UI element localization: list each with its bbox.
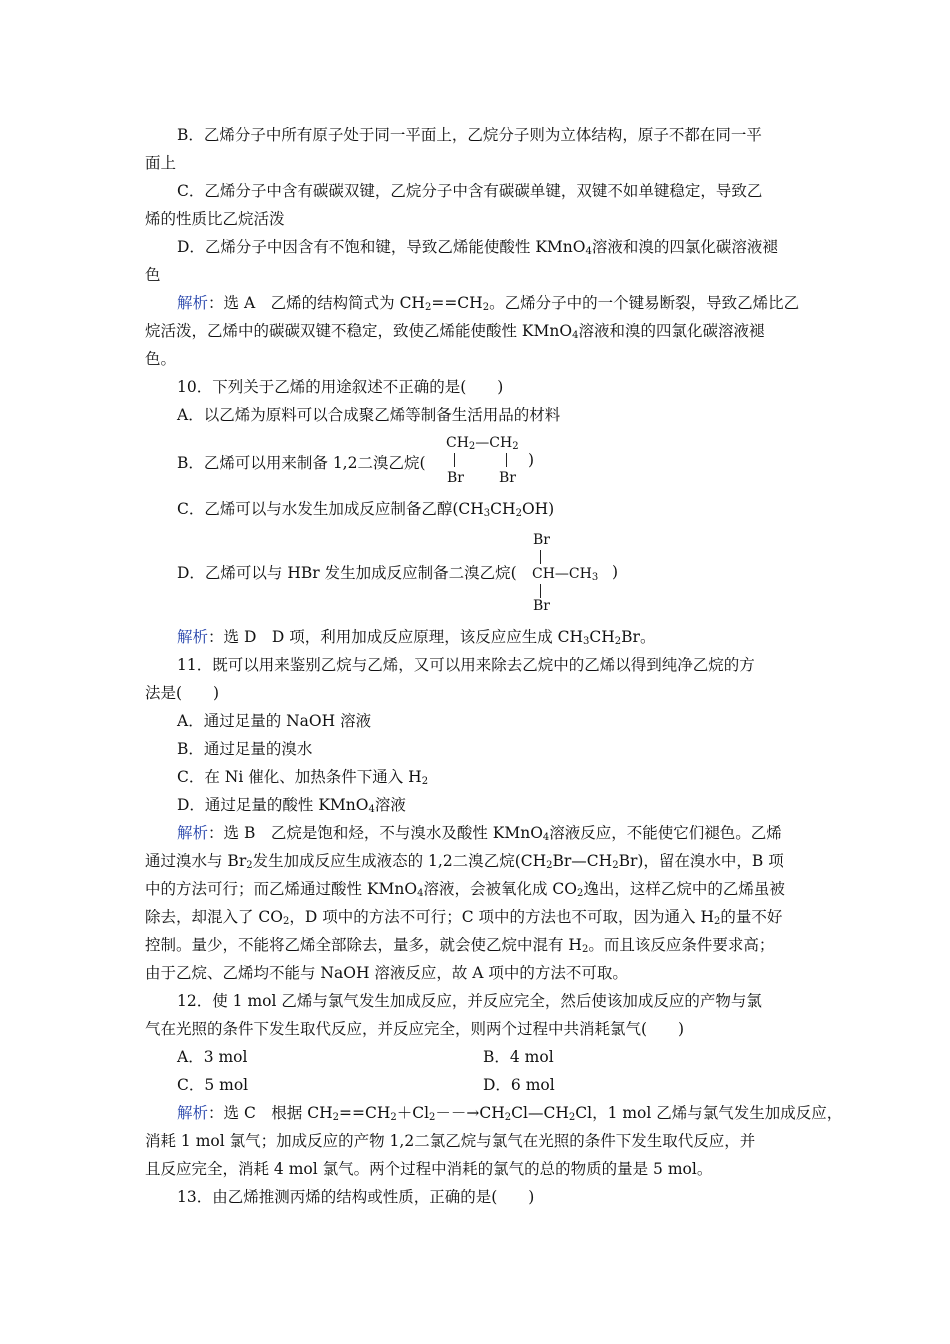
structure-top-chain: $CH_2—CH_2$: [446, 435, 519, 452]
bond-line-top: [540, 550, 541, 564]
q13-stem: 13．由乙烯推测丙烯的结构或性质，正确的是( ): [177, 1188, 535, 1206]
q11-analysis-line3: 中的方法可行；而乙烯通过酸性 KMnO$_4$溶液，会被氧化成 $CO_2$逸出，这样乙烷中的乙烯虽被: [145, 880, 785, 899]
bond-line-left: [454, 453, 455, 467]
dibromoethane-11-structure: [532, 528, 632, 618]
q9-analysis-line1: 解析：选 A 乙烯的结构简式为 $CH_2==CH_2$。乙烯分子中的一个键易断裂，导致乙烯比乙: [177, 294, 800, 313]
q12-analysis-line3: 且反应完全，消耗 4 mol 氯气。两个过程中消耗的氯气的总的物质的量是 5 mol。: [145, 1160, 713, 1178]
struct-close-paren: ): [528, 451, 535, 469]
analysis-label: 解析: [177, 294, 209, 312]
q9-analysis-line3: 色。: [145, 350, 177, 368]
q12-stem-line1: 12．使 1 mol 乙烯与氯气发生加成反应，并反应完全，然后使该加成反应的产物与氯: [177, 992, 762, 1010]
q11-stem-line2: 法是( ): [145, 684, 220, 702]
q9-analysis-line2: 烷活泼，乙烯中的碳碳双键不稳定，致使乙烯能使酸性 KMnO$_4$溶液和溴的四氯化碳溶液褪: [145, 322, 765, 341]
q12-analysis-line1: 解析：选 C 根据 $CH_2==CH_2+Cl_2--\to CH_2Cl—CH_2Cl$，1 mol 乙烯与氯气发生加成反应，: [177, 1104, 843, 1123]
q9-option-b-line2: 面上: [145, 154, 177, 172]
q11-analysis-line2: 通过溴水与 $Br_2$发生加成反应生成液态的 1,2二溴乙烷$(CH_2Br—CH_2Br)$，留在溴水中，B 项: [145, 852, 784, 871]
q12-analysis-line2: 消耗 1 mol 氯气；加成反应的产物 1,2二氯乙烷与氯气在光照的条件下发生取代反应，并: [145, 1132, 756, 1150]
q9-option-c-line2: 烯的性质比乙烷活泼: [145, 210, 285, 228]
bromine-right: Br: [499, 470, 516, 486]
q11-option-d: D．通过足量的酸性 KMnO$_4$溶液: [177, 796, 406, 815]
q11-option-a: A．通过足量的 NaOH 溶液: [177, 712, 372, 730]
q11-option-c: C．在 Ni 催化、加热条件下通入 $H_2$: [177, 768, 429, 787]
q11-option-b: B．通过足量的溴水: [177, 740, 313, 758]
q9-option-b-line1: B．乙烯分子中所有原子处于同一平面上，乙烷分子则为立体结构，原子不都在同一平: [177, 126, 762, 144]
q10-stem: 10．下列关于乙烯的用途叙述不正确的是( ): [177, 378, 504, 396]
q12-option-c: C．5 mol: [177, 1076, 249, 1094]
q9-option-c-line1: C．乙烯分子中含有碳碳双键，乙烷分子中含有碳碳单键，双键不如单键稳定，导致乙: [177, 182, 763, 200]
q11-stem-line1: 11．既可以用来鉴别乙烷与乙烯，又可以用来除去乙烷中的乙烯以得到纯净乙烷的方: [177, 656, 755, 674]
struct-close-paren-d: ): [612, 563, 619, 581]
bromine-bottom: Br: [533, 598, 550, 614]
bond-line-right: [506, 453, 507, 467]
q9-option-d-line2: 色: [145, 266, 161, 284]
q10-option-d: D．乙烯可以与 HBr 发生加成反应制备二溴乙烷(: [177, 564, 517, 582]
bond-line-bottom: [540, 584, 541, 598]
q11-analysis-line5: 控制。量少，不能将乙烯全部除去，量多，就会使乙烷中混有 $H_2$。而且该反应条件要求高；: [145, 936, 775, 955]
q12-option-b: B．4 mol: [483, 1048, 554, 1066]
bromine-left: Br: [447, 470, 464, 486]
q12-option-a: A．3 mol: [177, 1048, 248, 1066]
q12-stem-line2: 气在光照的条件下发生取代反应，并反应完全，则两个过程中共消耗氯气( ): [145, 1020, 685, 1038]
q10-option-a: A．以乙烯为原料可以合成聚乙烯等制备生活用品的材料: [177, 406, 561, 424]
q12-option-d: D．6 mol: [483, 1076, 555, 1094]
q11-analysis-line6: 由于乙烷、乙烯均不能与 NaOH 溶液反应，故 A 项中的方法不可取。: [145, 964, 628, 982]
structure-chain: $CH—CH_3$: [532, 566, 599, 583]
q9-option-d-line1: D．乙烯分子中因含有不饱和键，导致乙烯能使酸性 KMnO$_4$溶液和溴的四氯化碳溶液褪: [177, 238, 778, 257]
q10-option-b: B．乙烯可以用来制备 1,2二溴乙烷(: [177, 454, 426, 472]
q11-analysis-line1: 解析：选 B 乙烷是饱和烃，不与溴水及酸性 KMnO$_4$溶液反应，不能使它们褪色。乙烯: [177, 824, 782, 843]
dibromoethane-structure: [446, 432, 546, 492]
q11-analysis-line4: 除去，却混入了 $CO_2$，D 项中的方法不可行；C 项中的方法也不可取，因为通入 $H_2$的量不好: [145, 908, 783, 927]
q10-analysis: 解析：选 D D 项，利用加成反应原理，该反应应生成 $CH_3CH_2Br$。: [177, 628, 656, 647]
q10-option-c: C．乙烯可以与水发生加成反应制备乙醇$(CH_3CH_2OH)$: [177, 500, 555, 519]
bromine-top: Br: [533, 532, 550, 548]
